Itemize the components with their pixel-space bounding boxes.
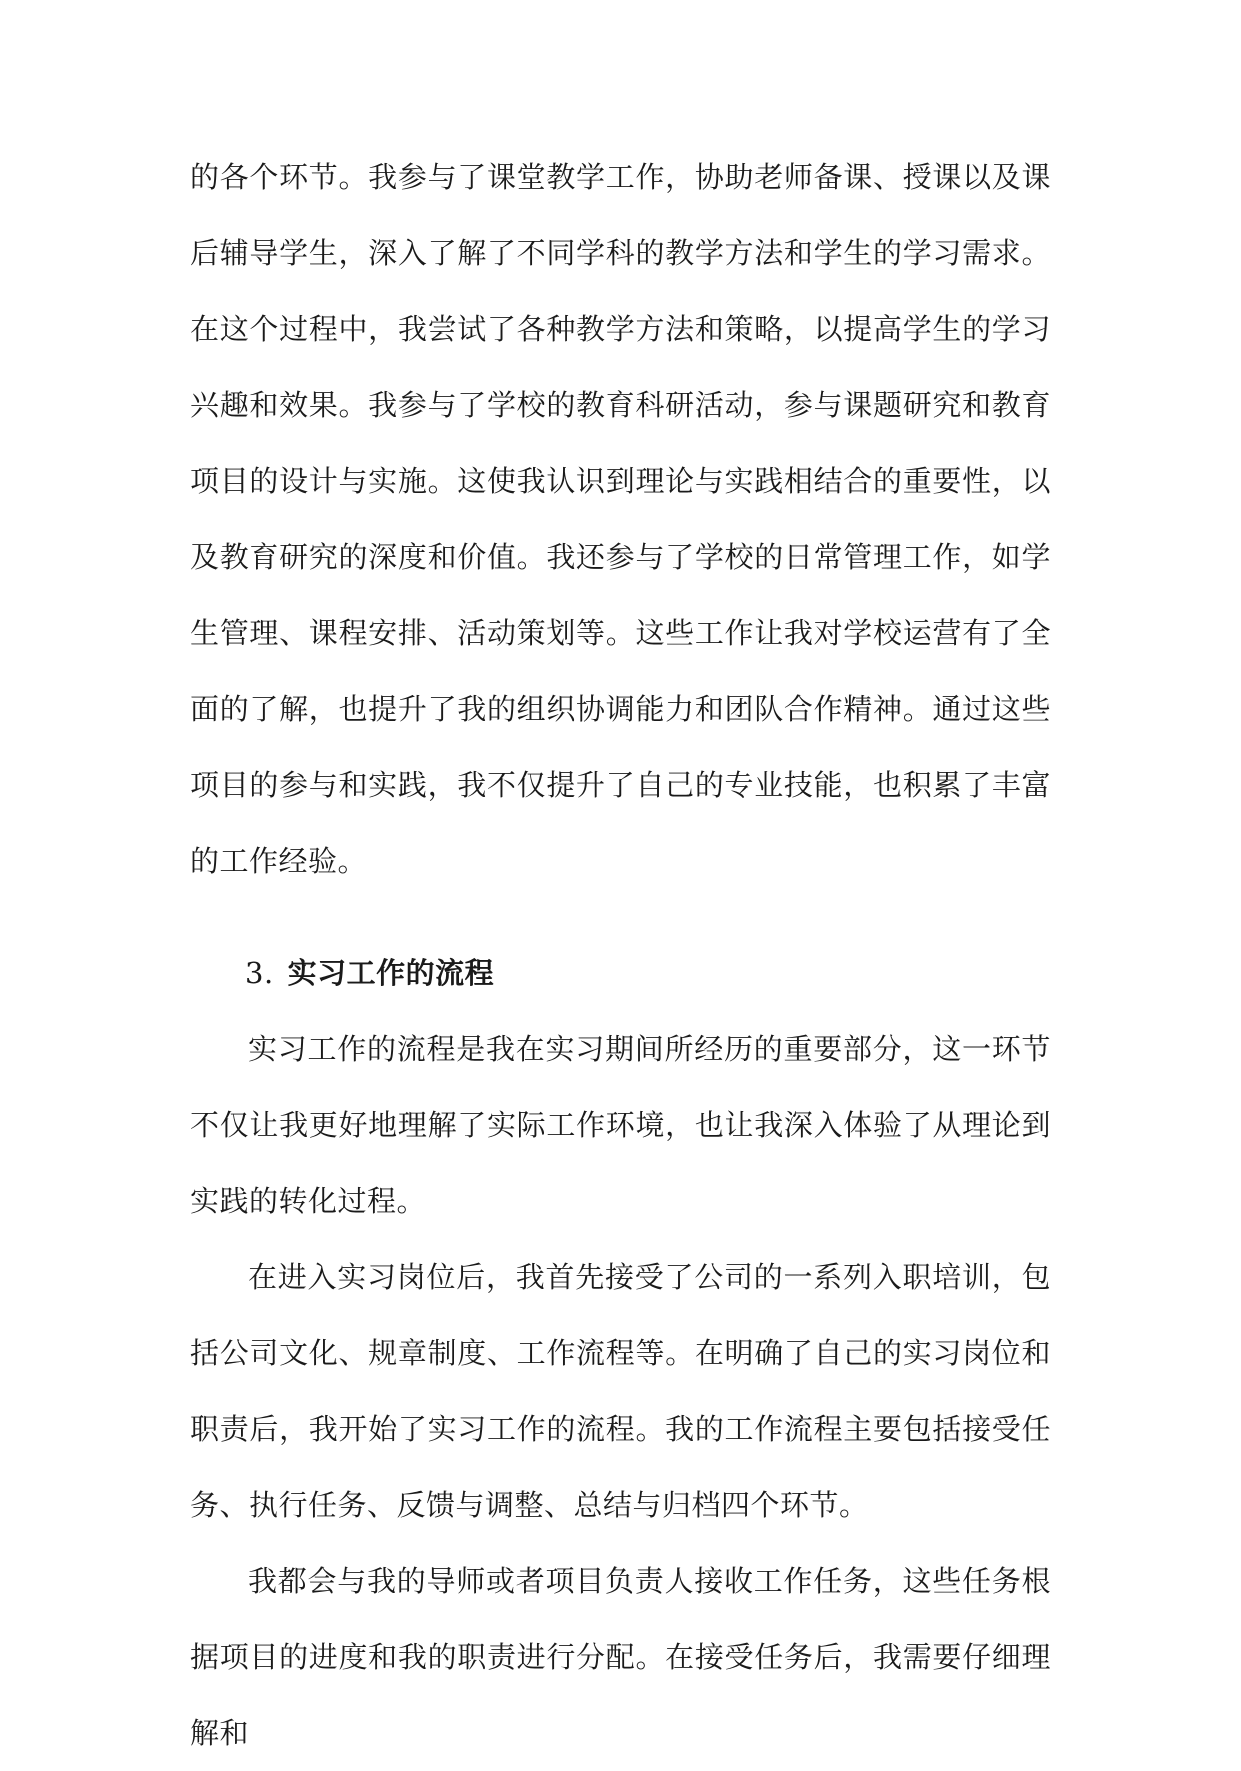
paragraph: 我都会与我的导师或者项目负责人接收工作任务，这些任务根据项目的进度和我的职责进行分配。在接受任务后，我需要仔细理解和	[190, 1564, 1051, 1750]
paragraph-continued: 的各个环节。我参与了课堂教学工作，协助老师备课、授课以及课后辅导学生，深入了解了不同学科的教学方法和学生的学习需求。在这个过程中，我尝试了各种教学方法和策略，以提高学生的学习兴趣和效果。我参与了学校的教育科研活动，参与课题研究和教育项目的设计与实施。这使我认识到理论与实践相结合的重要性，以及教育研究的深度和价值。我还参与了学校的日常管理工作，如学生管理、课程安排、活动策划等。这些工作让我对学校运营有了全面的了解，也提升了我的组织协调能力和团队合作精神。通过这些项目的参与和实践，我不仅提升了自己的专业技能，也积累了丰富的工作经验。	[190, 160, 1051, 878]
section-spacer	[190, 899, 1051, 935]
document-body	[190, 139, 1051, 1771]
section-heading	[190, 935, 1051, 1011]
section-number: 3.	[245, 956, 274, 990]
paragraph: 在进入实习岗位后，我首先接受了公司的一系列入职培训，包括公司文化、规章制度、工作流程等。在明确了自己的实习岗位和职责后，我开始了实习工作的流程。我的工作流程主要包括接受任务、执行任务、反馈与调整、总结与归档四个环节。	[190, 1260, 1051, 1522]
paragraph: 实习工作的流程是我在实习期间所经历的重要部分，这一环节不仅让我更好地理解了实际工作环境，也让我深入体验了从理论到实践的转化过程。	[190, 1032, 1051, 1218]
section-title: 实习工作的流程	[287, 956, 495, 990]
